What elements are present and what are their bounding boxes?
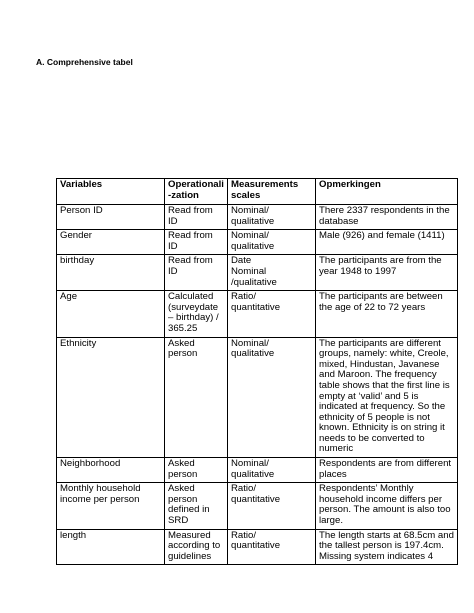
cell-variable: Gender (57, 230, 165, 255)
header-measurement-scales: Measurements scales (228, 179, 316, 205)
cell-remarks: Respondents’ Monthly household income differs per person. The amount is also too large. (316, 483, 458, 529)
table-header-row (57, 179, 458, 205)
cell-remarks: There 2337 respondents in the database (316, 205, 458, 230)
cell-remarks: The participants are different groups, namely: white, Creole, mixed, Hindustan, Javanese and Maroon. The frequency table shows that the first line is empty at ‘valid’ and 5 is indicated at frequency. So the ethnicity of 5 people is not known. Ethnicity is on string it needs to be converted to numeric (316, 337, 458, 458)
cell-operationalization: Measured according to guidelines (165, 529, 228, 565)
cell-variable: Age (57, 291, 165, 337)
cell-remarks: The length starts at 68.5cm and the tallest person is 197.4cm. Missing system indicates 4 (316, 529, 458, 565)
cell-measurement-scale: Ratio/ quantitative (228, 483, 316, 529)
cell-remarks: The participants are between the age of 22 to 72 years (316, 291, 458, 337)
cell-variable: Monthly household income per person (57, 483, 165, 529)
cell-operationalization: Read from ID (165, 255, 228, 291)
header-operationalization: Operationali -zation (165, 179, 228, 205)
cell-measurement-scale: Nominal/ qualitative (228, 337, 316, 458)
cell-variable: birthday (57, 255, 165, 291)
cell-operationalization: Read from ID (165, 230, 228, 255)
table-row (57, 483, 458, 529)
table-row (57, 255, 458, 291)
table-row (57, 230, 458, 255)
cell-variable: Neighborhood (57, 458, 165, 483)
cell-measurement-scale: Ratio/ quantitative (228, 291, 316, 337)
cell-measurement-scale: Date Nominal /qualitative (228, 255, 316, 291)
table-row (57, 458, 458, 483)
cell-variable: length (57, 529, 165, 565)
cell-measurement-scale: Nominal/ qualitative (228, 458, 316, 483)
cell-measurement-scale: Nominal/ qualitative (228, 205, 316, 230)
header-variables: Variables (57, 179, 165, 205)
cell-operationalization: Asked person defined in SRD (165, 483, 228, 529)
cell-operationalization: Calculated (surveydate – birthday) / 365.25 (165, 291, 228, 337)
cell-remarks: The participants are from the year 1948 to 1997 (316, 255, 458, 291)
table-row (57, 291, 458, 337)
header-opmerkingen: Opmerkingen (316, 179, 458, 205)
table-row (57, 529, 458, 565)
section-heading: A. Comprehensive tabel (36, 57, 133, 67)
comprehensive-table (56, 178, 458, 565)
cell-variable: Person ID (57, 205, 165, 230)
cell-measurement-scale: Nominal/ qualitative (228, 230, 316, 255)
cell-operationalization: Asked person (165, 458, 228, 483)
cell-measurement-scale: Ratio/ quantitative (228, 529, 316, 565)
cell-operationalization: Read from ID (165, 205, 228, 230)
cell-remarks: Respondents are from different places (316, 458, 458, 483)
cell-operationalization: Asked person (165, 337, 228, 458)
table-row (57, 205, 458, 230)
cell-variable: Ethnicity (57, 337, 165, 458)
cell-remarks: Male (926) and female (1411) (316, 230, 458, 255)
table-row (57, 337, 458, 458)
